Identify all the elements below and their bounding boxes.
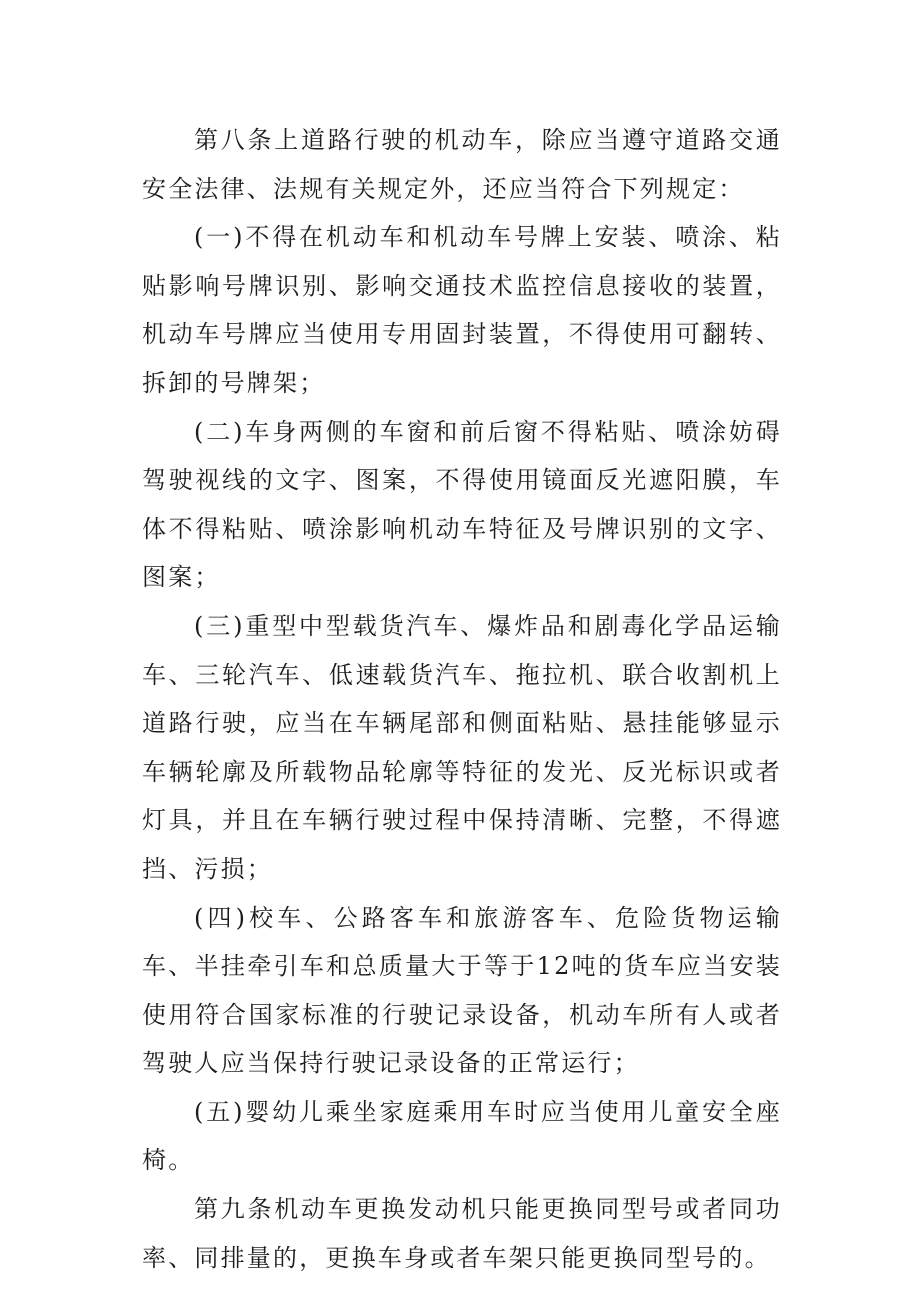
document-body	[142, 116, 782, 1282]
article-8-item-4: (四)校车、公路客车和旅游客车、危险货物运输车、半挂牵引车和总质量大于等于12吨的货车应当安装使用符合国家标准的行驶记录设备，机动车所有人或者驾驶人应当保持行驶记录设备的正常运行；	[142, 903, 782, 1078]
article-8-intro: 第八条上道路行驶的机动车，除应当遵守道路交通安全法律、法规有关规定外，还应当符合下列规定：	[142, 126, 782, 203]
article-8-item-2: (二)车身两侧的车窗和前后窗不得粘贴、喷涂妨碍驾驶视线的文字、图案，不得使用镜面反光遮阳膜，车体不得粘贴、喷涂影响机动车特征及号牌识别的文字、图案；	[142, 417, 782, 592]
article-8-item-1: (一)不得在机动车和机动车号牌上安装、喷涂、粘贴影响号牌识别、影响交通技术监控信息接收的装置，机动车号牌应当使用专用固封装置，不得使用可翻转、拆卸的号牌架；	[142, 223, 782, 397]
article-8-item-3: (三)重型中型载货汽车、爆炸品和剧毒化学品运输车、三轮汽车、低速载货汽车、拖拉机、联合收割机上道路行驶，应当在车辆尾部和侧面粘贴、悬挂能够显示车辆轮廓及所载物品轮廓等特征的发光、反光标识或者灯具，并且在车辆行驶过程中保持清晰、完整，不得遮挡、污损；	[142, 611, 782, 883]
article-9: 第九条机动车更换发动机只能更换同型号或者同功率、同排量的，更换车身或者车架只能更换同型号的。	[142, 1195, 782, 1272]
article-8-item-5: (五)婴幼儿乘坐家庭乘用车时应当使用儿童安全座椅。	[142, 1097, 782, 1175]
